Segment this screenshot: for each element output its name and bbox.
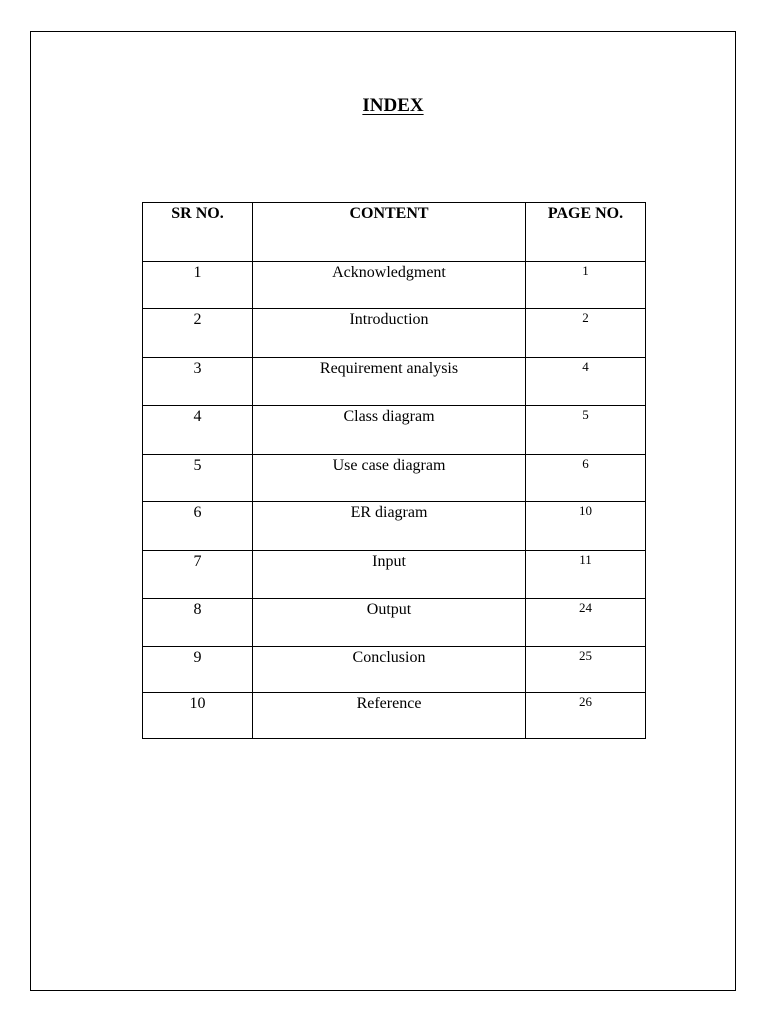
content-cell: ER diagram bbox=[253, 502, 526, 551]
header-sr-no: SR NO. bbox=[143, 203, 253, 262]
table-row bbox=[143, 551, 646, 599]
sr-cell: 6 bbox=[143, 502, 253, 551]
sr-cell: 5 bbox=[143, 455, 253, 502]
content-cell: Output bbox=[253, 599, 526, 647]
sr-cell: 10 bbox=[143, 693, 253, 739]
table-row bbox=[143, 502, 646, 551]
page-cell: 24 bbox=[526, 599, 646, 647]
sr-cell: 8 bbox=[143, 599, 253, 647]
sr-cell: 7 bbox=[143, 551, 253, 599]
table-row bbox=[143, 599, 646, 647]
page-cell: 6 bbox=[526, 455, 646, 502]
page-cell: 5 bbox=[526, 406, 646, 455]
sr-cell: 2 bbox=[143, 309, 253, 358]
table-row bbox=[143, 693, 646, 739]
content-cell: Conclusion bbox=[253, 647, 526, 693]
page-cell: 26 bbox=[526, 693, 646, 739]
content-cell: Requirement analysis bbox=[253, 358, 526, 406]
page-cell: 4 bbox=[526, 358, 646, 406]
sr-cell: 4 bbox=[143, 406, 253, 455]
content-cell: Use case diagram bbox=[253, 455, 526, 502]
page-cell: 11 bbox=[526, 551, 646, 599]
page-cell: 1 bbox=[526, 262, 646, 309]
table-row bbox=[143, 406, 646, 455]
header-content: CONTENT bbox=[253, 203, 526, 262]
content-cell: Reference bbox=[253, 693, 526, 739]
table-row bbox=[143, 455, 646, 502]
sr-cell: 3 bbox=[143, 358, 253, 406]
sr-cell: 9 bbox=[143, 647, 253, 693]
sr-cell: 1 bbox=[143, 262, 253, 309]
table-header-row bbox=[143, 203, 646, 262]
content-cell: Class diagram bbox=[253, 406, 526, 455]
header-page-no: PAGE NO. bbox=[526, 203, 646, 262]
page-cell: 25 bbox=[526, 647, 646, 693]
page-cell: 2 bbox=[526, 309, 646, 358]
page-cell: 10 bbox=[526, 502, 646, 551]
page-title: INDEX bbox=[362, 95, 424, 116]
table-row bbox=[143, 647, 646, 693]
content-cell: Input bbox=[253, 551, 526, 599]
content-cell: Introduction bbox=[253, 309, 526, 358]
table-row bbox=[143, 358, 646, 406]
content-cell: Acknowledgment bbox=[253, 262, 526, 309]
table-row bbox=[143, 309, 646, 358]
index-table bbox=[142, 202, 646, 739]
table-row bbox=[143, 262, 646, 309]
